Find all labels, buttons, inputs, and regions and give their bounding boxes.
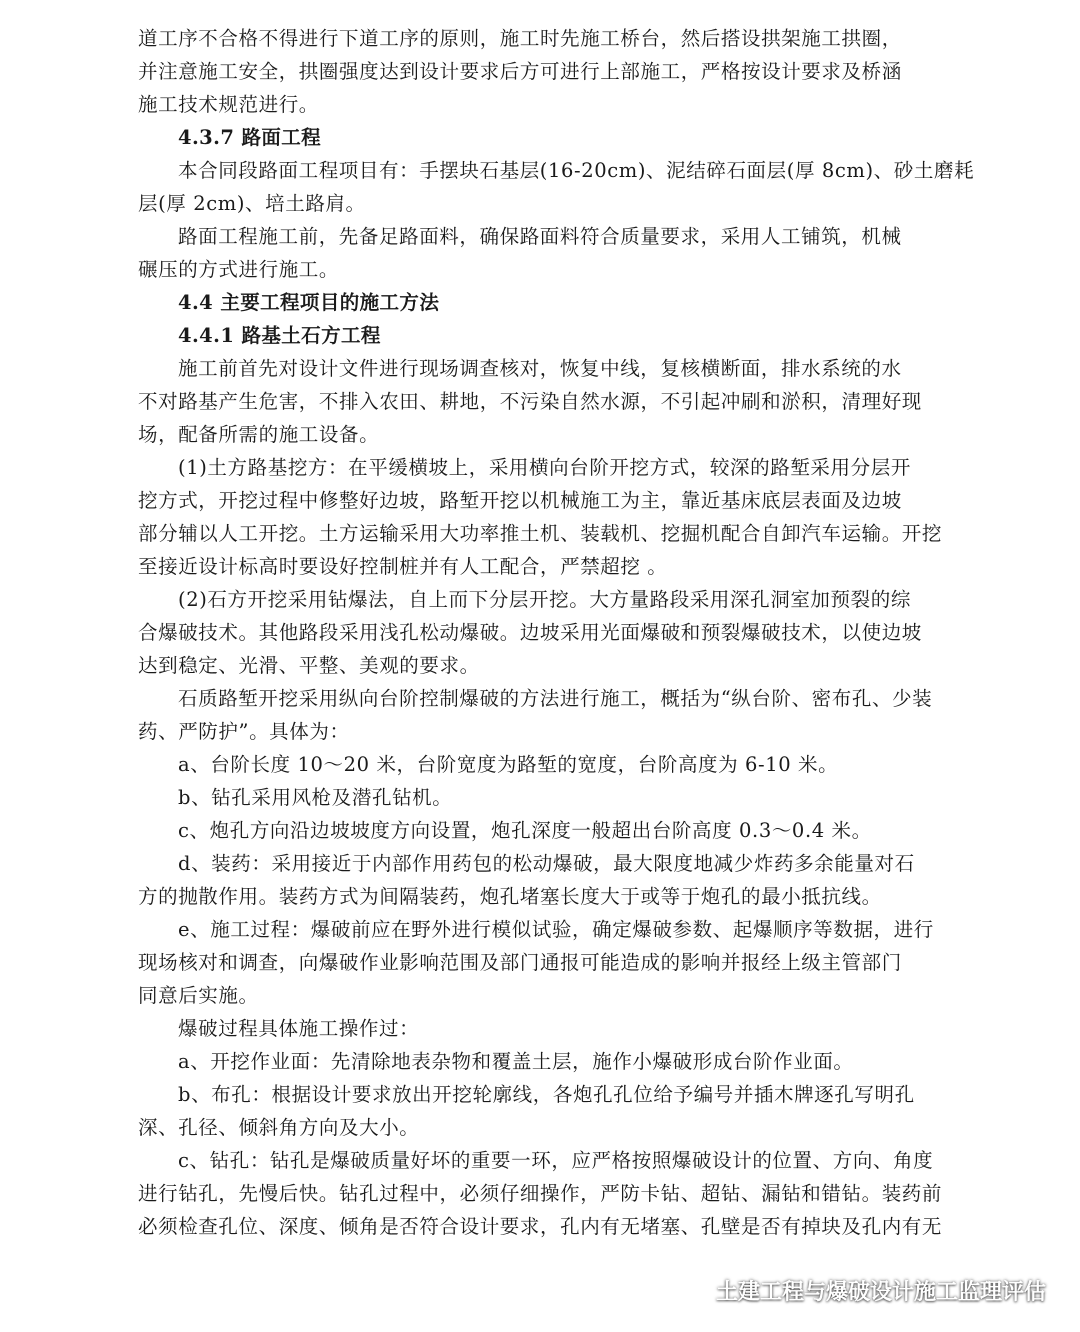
text-line: 药、严防护”。具体为： bbox=[138, 720, 350, 743]
text-line: 石质路堑开挖采用纵向台阶控制爆破的方法进行施工，概括为“纵台阶、密布孔、少装 bbox=[178, 687, 933, 710]
text-line: 合爆破技术。其他路段采用浅孔松动爆破。边坡采用光面爆破和预裂爆破技术，以使边坡 bbox=[138, 621, 922, 644]
text-line: b、布孔：根据设计要求放出开挖轮廓线，各炮孔孔位给予编号并插木牌逐孔写明孔 bbox=[178, 1083, 915, 1106]
text-line: (1)土方路基挖方：在平缓横坡上，采用横向台阶开挖方式，较深的路堑采用分层开 bbox=[178, 456, 911, 479]
text-line: 同意后实施。 bbox=[138, 984, 259, 1007]
text-line: d、装药：采用接近于内部作用药包的松动爆破，最大限度地减少炸药多余能量对石 bbox=[178, 852, 915, 875]
wechat-icon bbox=[672, 1276, 706, 1306]
text-line: a、开挖作业面：先清除地表杂物和覆盖土层，施作小爆破形成台阶作业面。 bbox=[178, 1050, 854, 1073]
text-line: c、炮孔方向沿边坡坡度方向设置，炮孔深度一般超出台阶高度 0.3～0.4 米。 bbox=[178, 819, 872, 842]
text-line: b、钻孔采用风枪及潜孔钻机。 bbox=[178, 786, 453, 809]
text-line: 路面工程施工前，先备足路面料，确保路面料符合质量要求，采用人工铺筑，机械 bbox=[178, 225, 902, 248]
section-heading: 4.4.1 路基土石方工程 bbox=[178, 324, 381, 347]
text-line: 层(厚 2cm)、培土路肩。 bbox=[138, 192, 366, 215]
text-line: 进行钻孔，先慢后快。钻孔过程中，必须仔细操作，严防卡钻、超钻、漏钻和错钻。装药前 bbox=[138, 1182, 943, 1205]
watermark bbox=[672, 1275, 1046, 1306]
text-line: (2)石方开挖采用钻爆法，自上而下分层开挖。大方量路段采用深孔洞室加预裂的综 bbox=[178, 588, 911, 611]
text-line: 并注意施工安全，拱圈强度达到设计要求后方可进行上部施工，严格按设计要求及桥涵 bbox=[138, 60, 902, 83]
text-line: 达到稳定、光滑、平整、美观的要求。 bbox=[138, 654, 480, 677]
text-line: 挖方式，开挖过程中修整好边坡，路堑开挖以机械施工为主，靠近基床底层表面及边坡 bbox=[138, 489, 902, 512]
text-line: 方的抛散作用。装药方式为间隔装药，炮孔堵塞长度大于或等于炮孔的最小抵抗线。 bbox=[138, 885, 882, 908]
text-line: 部分辅以人工开挖。土方运输采用大功率推土机、装载机、挖掘机配合自卸汽车运输。开挖 bbox=[138, 522, 943, 545]
text-line: 不对路基产生危害，不排入农田、耕地，不污染自然水源，不引起冲刷和淤积，清理好现 bbox=[138, 390, 922, 413]
text-line: 施工技术规范进行。 bbox=[138, 93, 319, 116]
document-body bbox=[138, 22, 974, 1243]
text-line: 场，配备所需的施工设备。 bbox=[138, 423, 380, 446]
text-line: 碾压的方式进行施工。 bbox=[138, 258, 340, 281]
text-line: c、钻孔：钻孔是爆破质量好坏的重要一环，应严格按照爆破设计的位置、方向、角度 bbox=[178, 1149, 934, 1172]
section-heading: 4.3.7 路面工程 bbox=[178, 126, 322, 149]
section-heading: 4.4 主要工程项目的施工方法 bbox=[178, 291, 440, 314]
text-line: 至接近设计标高时要设好控制桩并有人工配合，严禁超挖 。 bbox=[138, 555, 668, 578]
text-line: 爆破过程具体施工操作过： bbox=[178, 1017, 420, 1040]
text-line: 施工前首先对设计文件进行现场调查核对，恢复中线，复核横断面，排水系统的水 bbox=[178, 357, 902, 380]
text-line: 本合同段路面工程项目有：手摆块石基层(16-20cm)、泥结碎石面层(厚 8cm)、砂土磨耗 bbox=[178, 159, 975, 182]
text-line: 必须检查孔位、深度、倾角是否符合设计要求，孔内有无堵塞、孔壁是否有掉块及孔内有无 bbox=[138, 1215, 943, 1238]
text-line: e、施工过程：爆破前应在野外进行模似试验，确定爆破参数、起爆顺序等数据，进行 bbox=[178, 918, 934, 941]
text-line: 深、孔径、倾斜角方向及大小。 bbox=[138, 1116, 420, 1139]
text-line: 现场核对和调查，向爆破作业影响范围及部门通报可能造成的影响并报经上级主管部门 bbox=[138, 951, 902, 974]
text-line: a、台阶长度 10～20 米，台阶宽度为路堑的宽度，台阶高度为 6-10 米。 bbox=[178, 753, 839, 776]
watermark-text: 土建工程与爆破设计施工监理评估 bbox=[715, 1280, 1046, 1305]
text-line: 道工序不合格不得进行下道工序的原则，施工时先施工桥台，然后搭设拱架施工拱圈， bbox=[138, 27, 902, 50]
